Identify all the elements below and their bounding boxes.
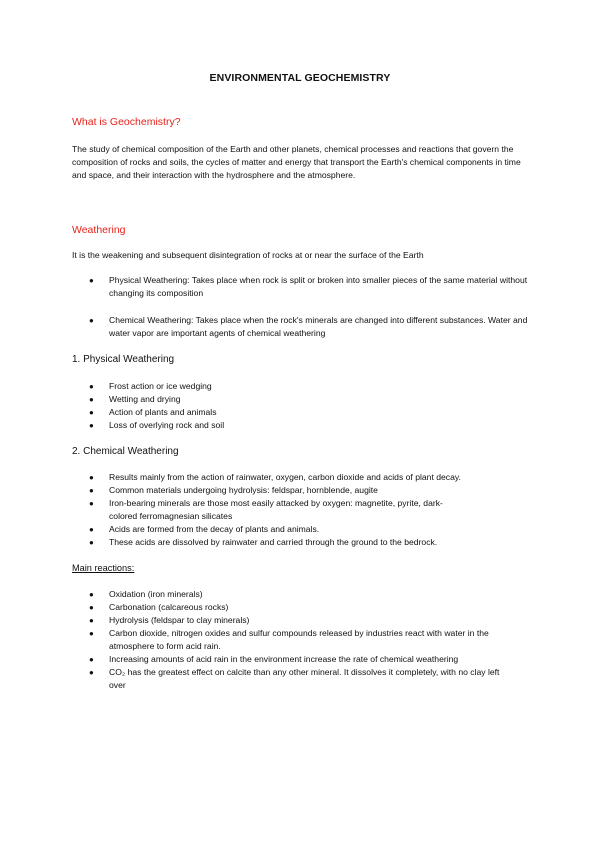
bullet-icon: ● bbox=[89, 499, 94, 508]
list-item bbox=[0, 666, 529, 692]
list-item-text: Carbon dioxide, nitrogen oxides and sulfur compounds released by industries react with water in the atmosphere to form acid rain. bbox=[109, 628, 489, 651]
weathering-heading: Weathering bbox=[72, 224, 126, 236]
list-item bbox=[0, 614, 529, 627]
list-item bbox=[0, 588, 529, 601]
list-item bbox=[0, 406, 529, 419]
list-item bbox=[0, 314, 529, 340]
bullet-icon: ● bbox=[89, 395, 94, 404]
bullet-icon: ● bbox=[89, 525, 94, 534]
list-item-text: Results mainly from the action of rainwater, oxygen, carbon dioxide and acids of plant decay. bbox=[109, 472, 461, 482]
bullet-icon: ● bbox=[89, 421, 94, 430]
list-item-text: Action of plants and animals bbox=[109, 407, 217, 417]
list-item bbox=[0, 536, 529, 549]
list-item bbox=[0, 471, 529, 484]
list-item bbox=[0, 380, 529, 393]
physical-weathering-heading: 1. Physical Weathering bbox=[72, 354, 175, 365]
chemical-weathering-heading: 2. Chemical Weathering bbox=[72, 446, 179, 457]
list-item-text: Physical Weathering: Takes place when rock is split or broken into smaller pieces of the same material without changing its composition bbox=[109, 275, 528, 298]
list-item bbox=[0, 627, 529, 653]
list-item-text: Wetting and drying bbox=[109, 394, 181, 404]
list-item-text: Chemical Weathering: Takes place when the rock's minerals are changed into different substances. Water and water vapor are important agents of chemical weathering bbox=[109, 315, 528, 338]
list-item-text: These acids are dissolved by rainwater and carried through the ground to the bedrock. bbox=[109, 537, 438, 547]
list-item bbox=[0, 653, 529, 666]
list-item bbox=[0, 274, 529, 300]
bullet-icon: ● bbox=[89, 538, 94, 547]
bullet-icon: ● bbox=[89, 473, 94, 482]
physical-weathering-list bbox=[0, 380, 600, 432]
list-item bbox=[0, 523, 529, 536]
list-item-text: Acids are formed from the decay of plants and animals. bbox=[109, 524, 320, 534]
bullet-icon: ● bbox=[89, 316, 94, 325]
list-item-text: Increasing amounts of acid rain in the environment increase the rate of chemical weathering bbox=[109, 654, 459, 664]
list-item bbox=[0, 484, 529, 497]
bullet-icon: ● bbox=[89, 616, 94, 625]
bullet-icon: ● bbox=[89, 655, 94, 664]
bullet-icon: ● bbox=[89, 276, 94, 285]
weathering-types-list bbox=[0, 274, 600, 340]
bullet-icon: ● bbox=[89, 668, 94, 677]
list-item bbox=[0, 393, 529, 406]
list-item-text: Frost action or ice wedging bbox=[109, 381, 212, 391]
list-item bbox=[0, 601, 529, 614]
list-item bbox=[0, 419, 529, 432]
chemical-weathering-list bbox=[0, 471, 600, 549]
bullet-icon: ● bbox=[89, 382, 94, 391]
bullet-icon: ● bbox=[89, 603, 94, 612]
bullet-icon: ● bbox=[89, 408, 94, 417]
bullet-icon: ● bbox=[89, 629, 94, 638]
weathering-definition: It is the weakening and subsequent disintegration of rocks at or near the surface of the Earth bbox=[72, 250, 424, 260]
list-item-text: CO₂ has the greatest effect on calcite than any other mineral. It dissolves it completely, with no clay left over bbox=[109, 667, 500, 690]
list-item-text: Carbonation (calcareous rocks) bbox=[109, 602, 229, 612]
geochemistry-definition: The study of chemical composition of the Earth and other planets, chemical processes and reactions that govern the composition of rocks and soils, the cycles of matter and energy that transport the Earth's chemical components in time and space, and their interaction with the hydrosphere and the atmosphere. bbox=[72, 144, 521, 180]
bullet-icon: ● bbox=[89, 486, 94, 495]
list-item-text: Hydrolysis (feldspar to clay minerals) bbox=[109, 615, 250, 625]
main-reactions-list bbox=[0, 588, 600, 692]
main-reactions-heading: Main reactions: bbox=[72, 563, 135, 573]
list-item bbox=[0, 497, 529, 523]
list-item-text: Loss of overlying rock and soil bbox=[109, 420, 225, 430]
document-title: ENVIRONMENTAL GEOCHEMISTRY bbox=[209, 72, 391, 84]
list-item-text: Iron-bearing minerals are those most easily attacked by oxygen: magnetite, pyrite, dark-colored ferromagnesian silicates bbox=[109, 498, 443, 521]
list-item-text: Oxidation (iron minerals) bbox=[109, 589, 203, 599]
what-is-geochemistry-heading: What is Geochemistry? bbox=[72, 116, 181, 128]
bullet-icon: ● bbox=[89, 590, 94, 599]
list-item-text: Common materials undergoing hydrolysis: feldspar, hornblende, augite bbox=[109, 485, 378, 495]
